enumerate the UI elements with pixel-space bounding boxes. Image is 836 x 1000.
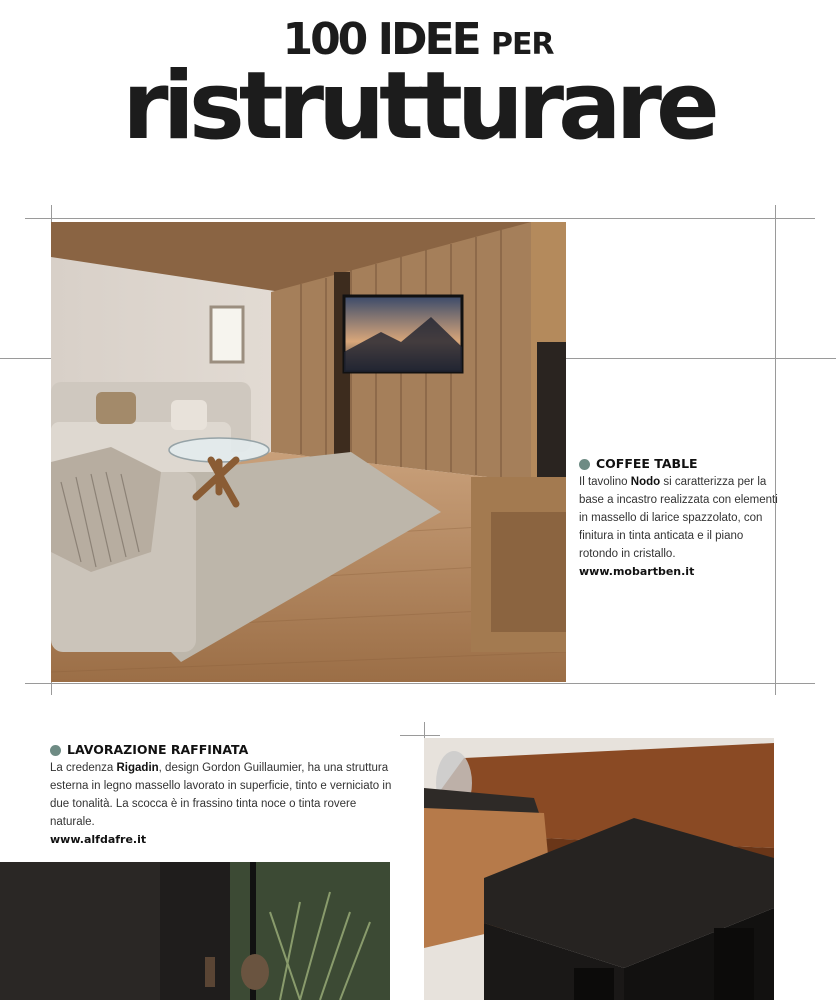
- bullet-icon: [579, 459, 590, 470]
- lavorazione-caption: [50, 741, 395, 849]
- bullet-icon: [50, 745, 61, 756]
- lavorazione-heading-text: LAVORAZIONE RAFFINATA: [67, 742, 249, 757]
- magazine-title: ristrutturare: [122, 52, 714, 161]
- coffee-table-text-after: si caratterizza per la base a incastro realizzata con elementi in massello di larice spazzolato, con finitura in tinta anticata e il piano rotondo in cristallo.: [579, 476, 778, 560]
- coffee-table-url[interactable]: www.mobartben.it: [579, 565, 695, 578]
- coffee-table-heading-text: COFFEE TABLE: [596, 456, 698, 471]
- coffee-table-product: Nodo: [630, 476, 661, 488]
- dark-interior-photo: [0, 862, 390, 1000]
- lavorazione-product: Rigadin: [116, 762, 159, 774]
- lavorazione-text-after: , design Gordon Guillaumier, ha una struttura esterna in legno massello lavorato in superficie, tinto e verniciato in due tonalità. La scocca è in frassino tinta noce o tinta rovere naturale.: [50, 762, 392, 828]
- sideboard-photo: [424, 738, 774, 1000]
- living-room-photo: [51, 222, 566, 682]
- header-small-text: PER: [490, 27, 554, 62]
- lavorazione-body: [50, 759, 395, 831]
- guide-line-lower: [400, 735, 440, 736]
- coffee-table-text-before: Il tavolino: [579, 476, 631, 488]
- lavorazione-heading: [50, 741, 395, 759]
- coffee-table-heading: [579, 455, 779, 473]
- guide-line-right: [775, 205, 776, 695]
- guide-line-top: [25, 218, 815, 219]
- coffee-table-body: [579, 473, 779, 563]
- coffee-table-caption: [579, 455, 779, 581]
- header-big-text: 100 IDEE: [282, 14, 479, 65]
- guide-line-bottom: [25, 683, 815, 684]
- lavorazione-text-before: La credenza: [50, 762, 117, 774]
- lavorazione-url[interactable]: www.alfdafre.it: [50, 833, 147, 846]
